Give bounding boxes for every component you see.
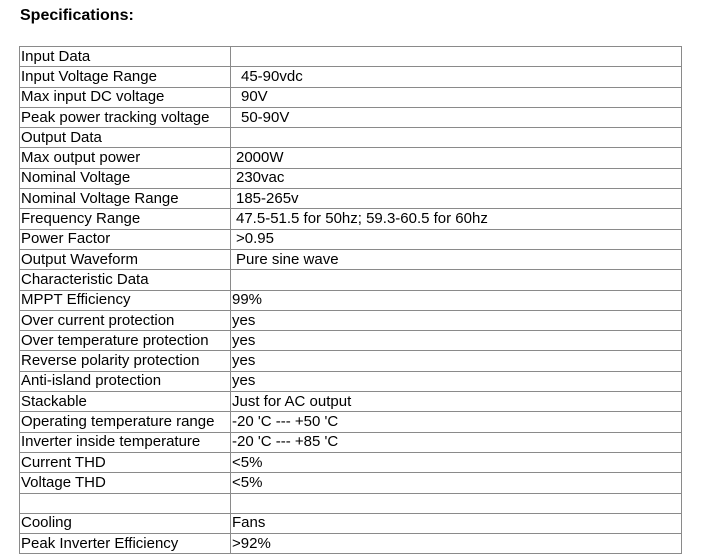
spec-value: yes bbox=[231, 371, 682, 391]
spec-label: Max input DC voltage bbox=[20, 87, 231, 107]
spec-row bbox=[20, 229, 682, 249]
section-empty-cell bbox=[231, 270, 682, 290]
spec-row bbox=[20, 249, 682, 269]
spec-label: Frequency Range bbox=[20, 209, 231, 229]
spec-row bbox=[20, 331, 682, 351]
specifications-table-body bbox=[20, 47, 682, 554]
section-row bbox=[20, 128, 682, 148]
spec-value: 230vac bbox=[231, 168, 682, 188]
spec-value: Fans bbox=[231, 513, 682, 533]
spec-label: Cooling bbox=[20, 513, 231, 533]
spec-value: 90V bbox=[231, 87, 682, 107]
spec-label: Input Voltage Range bbox=[20, 67, 231, 87]
spec-row bbox=[20, 67, 682, 87]
page-heading: Specifications: bbox=[20, 7, 134, 24]
spec-value: yes bbox=[231, 351, 682, 371]
spec-value: yes bbox=[231, 331, 682, 351]
spec-value: yes bbox=[231, 310, 682, 330]
spec-value: <5% bbox=[231, 452, 682, 472]
spec-value: 45-90vdc bbox=[231, 67, 682, 87]
spec-row bbox=[20, 290, 682, 310]
spec-row bbox=[20, 392, 682, 412]
spec-row bbox=[20, 534, 682, 554]
section-row bbox=[20, 47, 682, 67]
spec-label: Over temperature protection bbox=[20, 331, 231, 351]
section-label: Input Data bbox=[20, 47, 231, 67]
spec-label: Peak power tracking voltage bbox=[20, 107, 231, 127]
blank-cell bbox=[231, 493, 682, 513]
spec-row bbox=[20, 87, 682, 107]
spec-row bbox=[20, 189, 682, 209]
section-label: Output Data bbox=[20, 128, 231, 148]
spec-row bbox=[20, 107, 682, 127]
spec-label: MPPT Efficiency bbox=[20, 290, 231, 310]
spec-label: Power Factor bbox=[20, 229, 231, 249]
spec-row bbox=[20, 351, 682, 371]
section-empty-cell bbox=[231, 47, 682, 67]
spec-label: Voltage THD bbox=[20, 473, 231, 493]
spec-label: Anti-island protection bbox=[20, 371, 231, 391]
spec-value: Pure sine wave bbox=[231, 249, 682, 269]
spec-label: Reverse polarity protection bbox=[20, 351, 231, 371]
section-label: Characteristic Data bbox=[20, 270, 231, 290]
spec-label: Max output power bbox=[20, 148, 231, 168]
spec-value: 47.5-51.5 for 50hz; 59.3-60.5 for 60hz bbox=[231, 209, 682, 229]
spec-row bbox=[20, 452, 682, 472]
spec-value: 185-265v bbox=[231, 189, 682, 209]
spec-row bbox=[20, 432, 682, 452]
spec-value: -20 'C --- +85 'C bbox=[231, 432, 682, 452]
spec-row bbox=[20, 209, 682, 229]
spec-row bbox=[20, 168, 682, 188]
spec-label: Stackable bbox=[20, 392, 231, 412]
spec-row bbox=[20, 513, 682, 533]
spec-value: >0.95 bbox=[231, 229, 682, 249]
spec-label: Nominal Voltage bbox=[20, 168, 231, 188]
spec-value: 2000W bbox=[231, 148, 682, 168]
blank-row bbox=[20, 493, 682, 513]
spec-row bbox=[20, 310, 682, 330]
spec-label: Current THD bbox=[20, 452, 231, 472]
spec-row bbox=[20, 371, 682, 391]
spec-label: Peak Inverter Efficiency bbox=[20, 534, 231, 554]
spec-value: 99% bbox=[231, 290, 682, 310]
spec-label: Over current protection bbox=[20, 310, 231, 330]
spec-label: Nominal Voltage Range bbox=[20, 189, 231, 209]
blank-cell bbox=[20, 493, 231, 513]
spec-value: Just for AC output bbox=[231, 392, 682, 412]
spec-value: -20 'C --- +50 'C bbox=[231, 412, 682, 432]
spec-label: Output Waveform bbox=[20, 249, 231, 269]
section-row bbox=[20, 270, 682, 290]
spec-value: 50-90V bbox=[231, 107, 682, 127]
spec-row bbox=[20, 148, 682, 168]
spec-label: Inverter inside temperature bbox=[20, 432, 231, 452]
spec-value: >92% bbox=[231, 534, 682, 554]
specifications-table bbox=[19, 46, 682, 554]
spec-row bbox=[20, 473, 682, 493]
spec-row bbox=[20, 412, 682, 432]
spec-label: Operating temperature range bbox=[20, 412, 231, 432]
section-empty-cell bbox=[231, 128, 682, 148]
spec-value: <5% bbox=[231, 473, 682, 493]
